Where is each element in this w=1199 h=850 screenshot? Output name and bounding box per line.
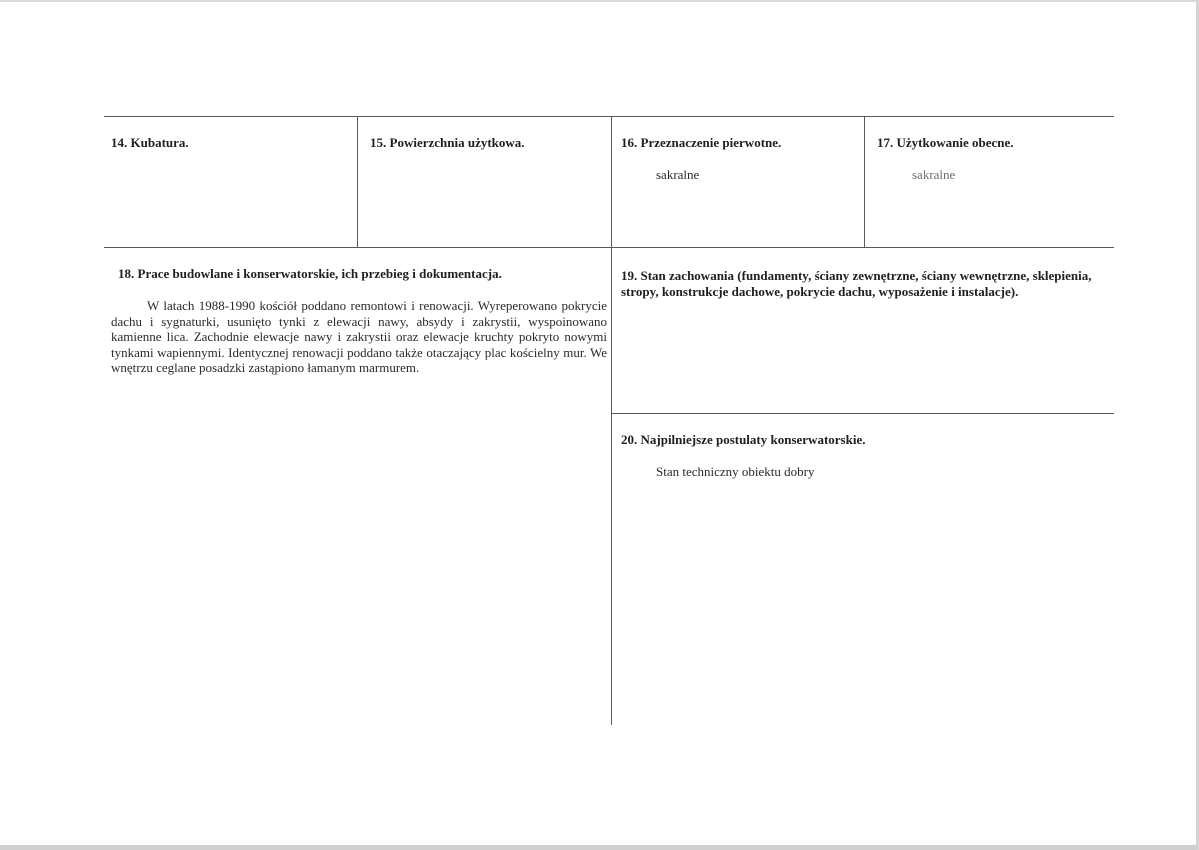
- cell-17-value: sakralne: [912, 167, 956, 182]
- divider-14-15: [357, 116, 358, 247]
- cell-15-heading: 15. Powierzchnia użytkowa.: [370, 135, 525, 150]
- page-edge-top: [0, 0, 1199, 2]
- cell19-bottom-border: [612, 413, 1114, 414]
- cell-20-heading: 20. Najpilniejsze postulaty konserwatorskie.: [621, 432, 866, 447]
- cell-18-heading: 18. Prace budowlane i konserwatorskie, ich przebieg i dokumentacja.: [118, 266, 502, 281]
- cell-14-heading: 14. Kubatura.: [111, 135, 189, 150]
- cell-18-text: W latach 1988-1990 kościół poddano remontowi i renowacji. Wyreperowano pokrycie dachu i sygnaturki, usunięto tynki z elewacji nawy, absydy i zakrystii, wyspoinowano kamienne lica. Zachodnie elewacje nawy i zakrystii oraz elewacje kruchty pokryto nowymi tynkami wapiennymi. Identycznej renowacji poddano także otaczający plac kościelny mur. We wnętrzu ceglane posadzki zastąpiono łamanym marmurem.: [111, 298, 607, 375]
- row1-bottom-border: [104, 247, 1114, 248]
- cell-16-heading: 16. Przeznaczenie pierwotne.: [621, 135, 782, 150]
- cell-17-heading: 17. Użytkowanie obecne.: [877, 135, 1014, 150]
- cell-19-heading: 19. Stan zachowania (fundamenty, ściany zewnętrzne, ściany wewnętrzne, sklepienia, stropy, konstrukcje dachowe, pokrycie dachu, wyposażenie i instalacje).: [621, 268, 1092, 299]
- page-edge-bottom: [0, 845, 1199, 850]
- divider-left-right-column: [611, 247, 612, 725]
- cell-20-value: Stan techniczny obiektu dobry: [656, 464, 815, 479]
- divider-16-17: [864, 116, 865, 247]
- divider-15-16: [611, 116, 612, 247]
- cell-16-value: sakralne: [656, 167, 700, 182]
- table-top-border: [104, 116, 1114, 117]
